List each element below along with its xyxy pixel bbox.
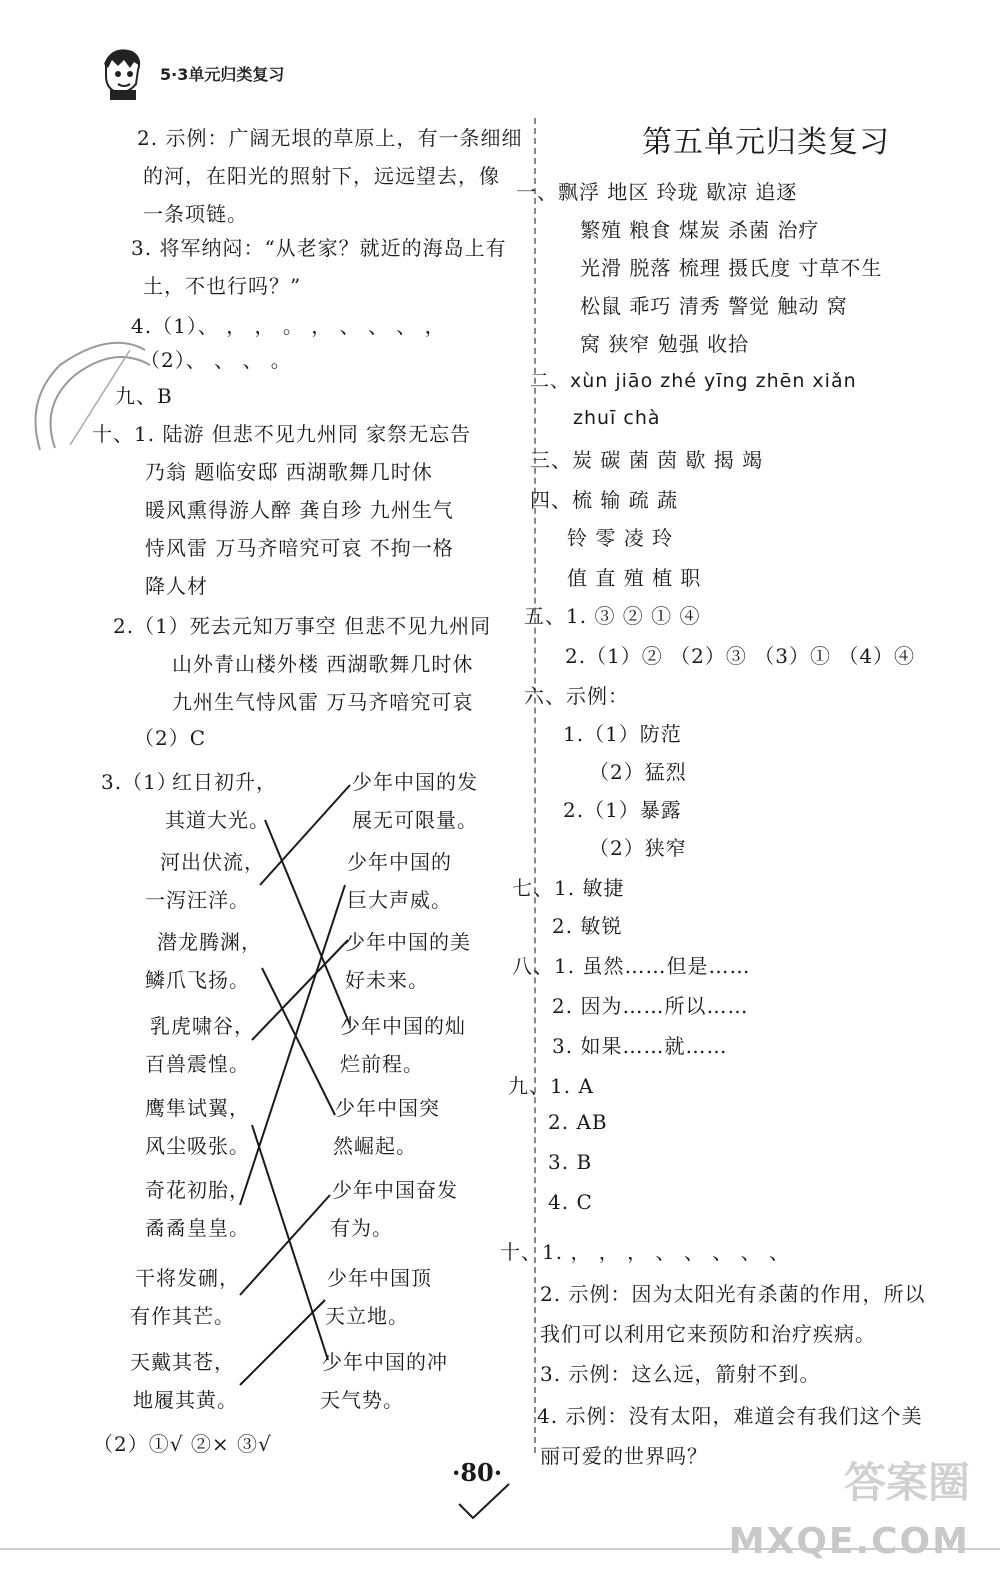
match-left-item: 有作其芒。 (130, 1304, 235, 1328)
right-line: 一、飘浮 地区 玲珑 歇凉 追逐 (516, 180, 798, 204)
match-left-item: 鳞爪飞扬。 (145, 968, 250, 992)
right-line: 松鼠 乖巧 清秀 警觉 触动 窝 (580, 294, 848, 318)
left-line: 乃翁 题临安邸 西湖歌舞几时休 (145, 460, 433, 484)
match-right-item: 巨大声威。 (347, 888, 452, 912)
checkmark-icon (455, 1482, 515, 1522)
match-right-item: 展无可限量。 (352, 808, 478, 832)
match-right-item: 少年中国顶 (327, 1266, 432, 1290)
match-left-item: 百兽震惶。 (145, 1052, 250, 1076)
right-line: 我们可以利用它来预防和治疗疾病。 (540, 1322, 876, 1346)
left-line: 十、1. 陆游 但悲不见九州同 家祭无忘告 (92, 422, 472, 446)
match-left-item: 一泻汪洋。 (145, 888, 250, 912)
page-number: ·80· (452, 1458, 503, 1487)
match-left-item: 天戴其苍， (130, 1350, 235, 1374)
left-line: （2）C (134, 726, 207, 750)
match-left-item: 矞矞皇皇。 (145, 1216, 250, 1240)
match-left-item: 潜龙腾渊， (157, 930, 262, 954)
right-line: 铃 零 凌 玲 (567, 526, 674, 550)
match-right-item: 少年中国突 (335, 1096, 440, 1120)
right-line: 3. B (548, 1150, 593, 1174)
left-line: 4.（1）、 ， ， 。 ， 、 、 、 ， (131, 314, 446, 338)
left-line: 2.（1）死去元知万事空 但悲不见九州同 (113, 614, 492, 638)
match-left-item: 风尘吸张。 (145, 1134, 250, 1158)
left-line: 一条项链。 (143, 202, 248, 226)
match-right-item: 少年中国的 (347, 850, 452, 874)
match-label: 3.（1） (101, 770, 178, 794)
right-line: 八、1. 虽然……但是…… (512, 954, 751, 978)
right-line: 五、1. ③ ② ① ④ (524, 604, 701, 628)
match-right-item: 少年中国的冲 (322, 1350, 448, 1374)
left-line: 降人材 (145, 574, 208, 598)
right-line: 窝 狭窄 勉强 收拾 (580, 332, 750, 356)
right-line: 4. C (548, 1190, 593, 1214)
match-right-item: 烂前程。 (340, 1052, 424, 1076)
right-line: 六、示例： (524, 684, 629, 708)
right-line: 2.（1）② （2）③ （3）① （4）④ (565, 644, 916, 668)
match-line (260, 785, 350, 885)
left-line: 恃风雷 万马齐喑究可哀 不拘一格 (145, 536, 454, 560)
right-line: 丽可爱的世界吗？ (540, 1444, 708, 1468)
right-line: 十、1. ， ， ， 、 、 、 、 、 (500, 1240, 790, 1264)
match-right-item: 有为。 (330, 1216, 393, 1240)
right-line: 1.（1）防范 (563, 722, 682, 746)
match-left-item: 奇花初胎， (145, 1178, 250, 1202)
match-left-item: 乳虎啸谷， (150, 1014, 255, 1038)
header-title: 5·3单元归类复习 (160, 65, 285, 84)
right-line: 值 直 殖 植 职 (567, 566, 702, 590)
section-title: 第五单元归类复习 (642, 125, 890, 160)
match-right-item: 天立地。 (325, 1304, 409, 1328)
match-left-item: 红日初升， (172, 770, 277, 794)
match-line (240, 1195, 330, 1295)
right-line: 光滑 脱落 梳理 摄氏度 寸草不生 (580, 256, 883, 280)
right-line: 2. 示例：因为太阳光有杀菌的作用，所以 (540, 1282, 926, 1306)
match-right-item: 好未来。 (345, 968, 429, 992)
match-right-item: 少年中国的发 (352, 770, 478, 794)
match-left-item: 河出伏流， (160, 850, 265, 874)
right-line: 三、炭 碳 菌 茵 歇 揭 竭 (530, 448, 764, 472)
match-line (240, 885, 345, 1205)
match-left-item: 其道大光。 (165, 808, 270, 832)
watermark-site: MXQE.COM (728, 1521, 970, 1562)
watermark-logo: 答案圈 (843, 1458, 970, 1507)
match-line (262, 968, 335, 1115)
right-line: 2. 因为……所以…… (552, 994, 749, 1018)
right-line: 2.（1）暴露 (563, 798, 682, 822)
left-line: 九、B (115, 384, 173, 408)
left-line: 的河，在阳光的照射下，远远望去，像 (143, 164, 500, 188)
left-line: 九州生气恃风雷 万马齐喑究可哀 (172, 690, 474, 714)
right-line: 4. 示例：没有太阳，难道会有我们这个美 (537, 1404, 923, 1428)
match-line (252, 1125, 328, 1360)
right-line: 2. AB (548, 1110, 608, 1134)
match-right-item: 天气势。 (320, 1388, 404, 1412)
pinyin-line: 二、xùn jiāo zhé yīng zhēn xiǎn (530, 370, 857, 392)
match-left-item: 地履其黄。 (133, 1388, 238, 1412)
right-line: 繁殖 粮食 煤炭 杀菌 治疗 (580, 218, 820, 242)
left-line: 2. 示例：广阔无垠的草原上，有一条细细 (137, 126, 523, 150)
right-line: 3. 如果……就…… (552, 1034, 728, 1058)
match-right-item: 少年中国的灿 (340, 1014, 466, 1038)
left-line: （2）、 、 、 。 (140, 348, 292, 372)
match-line (265, 820, 350, 1025)
left-line: 山外青山楼外楼 西湖歌舞几时休 (172, 652, 474, 676)
right-line: 九、1. A (508, 1074, 594, 1098)
right-line: 七、1. 敏捷 (512, 876, 625, 900)
match-line (240, 1300, 325, 1385)
right-line: （2）狭窄 (589, 836, 687, 860)
match-right-item: 少年中国奋发 (332, 1178, 458, 1202)
match-right-item: 然崛起。 (333, 1134, 417, 1158)
right-line: 四、梳 输 疏 蔬 (530, 488, 679, 512)
right-line: 3. 示例：这么远，箭射不到。 (540, 1362, 821, 1386)
match-left-item: 鹰隼试翼， (145, 1096, 250, 1120)
match-right-item: 少年中国的美 (345, 930, 471, 954)
left-line: 暖风熏得游人醉 龚自珍 九州生气 (145, 498, 454, 522)
right-line: （2）猛烈 (589, 760, 687, 784)
match-left-item: 干将发硎， (135, 1266, 240, 1290)
left-line: 3. 将军纳闷：“从老家？就近的海岛上有 (131, 236, 507, 260)
pinyin-line: zhuī chà (573, 407, 661, 429)
left-line: 土，不也行吗？” (143, 274, 302, 298)
right-line: 2. 敏锐 (552, 914, 623, 938)
left-last-line: （2）①√ ②× ③√ (93, 1432, 272, 1456)
